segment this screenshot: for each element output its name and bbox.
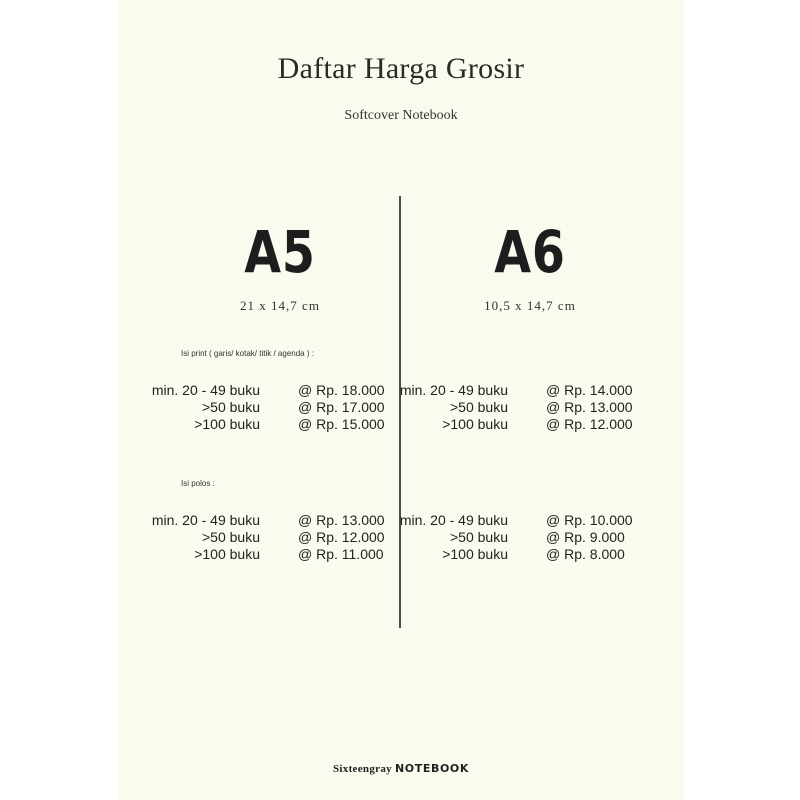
table-row bbox=[428, 546, 628, 563]
price-table-a5-plain bbox=[151, 512, 385, 563]
qty-cell: >50 buku bbox=[450, 529, 508, 545]
brand-product: NOTEBOOK bbox=[394, 762, 469, 775]
page-subtitle: Softcover Notebook bbox=[344, 108, 458, 123]
section-label-plain: Isi polos : bbox=[181, 479, 215, 488]
table-row bbox=[428, 399, 633, 416]
dimensions-a5: 21 x 14,7 cm bbox=[240, 298, 320, 313]
qty-cell: min. 20 - 49 buku bbox=[151, 382, 260, 398]
table-row bbox=[428, 529, 628, 546]
price-cell: @ Rp. 15.000 bbox=[298, 416, 385, 432]
price-table-a6-print bbox=[399, 382, 633, 433]
table-row bbox=[180, 529, 385, 546]
qty-cell: min. 20 - 49 buku bbox=[151, 512, 260, 528]
table-row bbox=[180, 399, 385, 416]
qty-cell: min. 20 - 49 buku bbox=[399, 512, 508, 528]
price-cell: @ Rp. 18.000 bbox=[298, 382, 385, 398]
qty-cell: >50 buku bbox=[202, 529, 260, 545]
qty-cell: >100 buku bbox=[194, 416, 260, 432]
price-cell: @ Rp. 10.000 bbox=[546, 512, 633, 528]
brand-name: Sixteengray bbox=[333, 763, 392, 775]
price-list-sheet bbox=[118, 0, 684, 800]
price-table-a6-plain bbox=[399, 512, 633, 563]
qty-cell: >100 buku bbox=[442, 416, 508, 432]
table-row bbox=[399, 512, 633, 529]
size-label-a5: A5 bbox=[244, 218, 316, 286]
qty-cell: min. 20 - 49 buku bbox=[399, 382, 508, 398]
table-row bbox=[151, 382, 385, 399]
table-row bbox=[151, 512, 385, 529]
page-title: Daftar Harga Grosir bbox=[277, 52, 525, 85]
table-row bbox=[399, 382, 633, 399]
price-cell: @ Rp. 13.000 bbox=[298, 512, 385, 528]
price-cell: @ Rp. 13.000 bbox=[546, 399, 633, 415]
price-cell: @ Rp. 8.000 bbox=[546, 546, 625, 562]
price-cell: @ Rp. 12.000 bbox=[546, 416, 633, 432]
price-cell: @ Rp. 12.000 bbox=[298, 529, 385, 545]
price-cell: @ Rp. 14.000 bbox=[546, 382, 633, 398]
qty-cell: >50 buku bbox=[202, 399, 260, 415]
dimensions-a6: 10,5 x 14,7 cm bbox=[484, 298, 576, 313]
qty-cell: >50 buku bbox=[450, 399, 508, 415]
footer-brand bbox=[118, 762, 684, 775]
price-table-a5-print bbox=[151, 382, 385, 433]
table-row bbox=[428, 416, 633, 433]
section-label-print: Isi print ( garis/ kotak/ titik / agenda ) : bbox=[181, 349, 314, 358]
table-row bbox=[180, 546, 384, 563]
qty-cell: >100 buku bbox=[442, 546, 508, 562]
column-divider bbox=[399, 196, 401, 628]
size-label-a6: A6 bbox=[494, 218, 566, 286]
price-cell: @ Rp. 11.000 bbox=[298, 546, 384, 562]
qty-cell: >100 buku bbox=[194, 546, 260, 562]
price-cell: @ Rp. 17.000 bbox=[298, 399, 385, 415]
table-row bbox=[180, 416, 385, 433]
price-cell: @ Rp. 9.000 bbox=[546, 529, 625, 545]
